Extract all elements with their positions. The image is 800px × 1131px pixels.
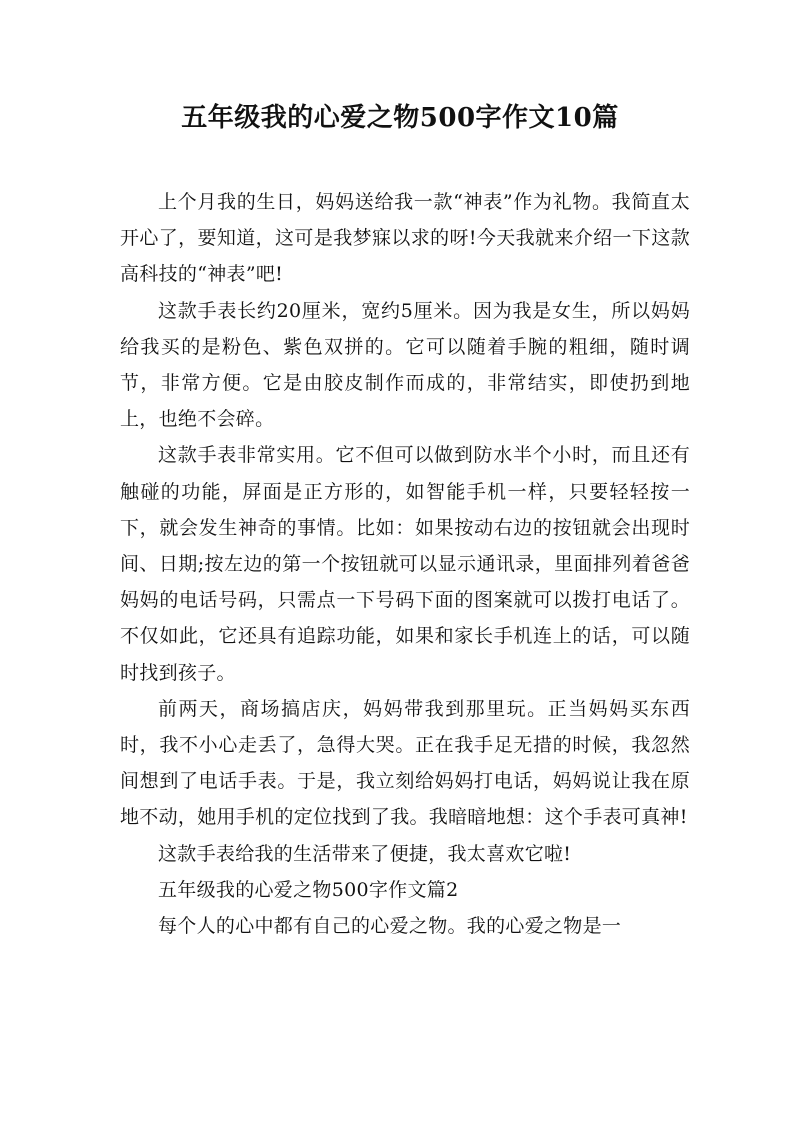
paragraph-5: 这款手表给我的生活带来了便捷，我太喜欢它啦!	[158, 842, 572, 865]
paragraph-2: 这款手表长约20厘米，宽约5厘米。因为我是女生，所以妈妈给我买的是粉色、紫色双拼的。它可以随着手腕的粗细，随时调节，非常方便。它是由胶皮制作而成的，非常结实，即使扔到地上，也绝不会碎。	[120, 299, 690, 431]
paragraph-4: 前两天，商场搞店庆，妈妈带我到那里玩。正当妈妈买东西时，我不小心走丢了，急得大哭。正在我手足无措的时候，我忽然间想到了电话手表。于是，我立刻给妈妈打电话，妈妈说让我在原地不动，她用手机的定位找到了我。我暗暗地想：这个手表可真神!	[120, 697, 690, 829]
paragraph-1: 上个月我的生日，妈妈送给我一款“神表”作为礼物。我简直太开心了，要知道，这可是我梦寐以求的呀!今天我就来介绍一下这款高科技的“神表”吧!	[120, 191, 690, 286]
section-heading: 五年级我的心爱之物500字作文篇2	[158, 878, 459, 901]
paragraph-6: 每个人的心中都有自己的心爱之物。我的心爱之物是一	[158, 915, 622, 938]
paragraph-3: 这款手表非常实用。它不但可以做到防水半个小时，而且还有触碰的功能，屏面是正方形的，如智能手机一样，只要轻轻按一下，就会发生神奇的事情。比如：如果按动右边的按钮就会出现时间、日期;按左边的第一个按钮就可以显示通讯录，里面排列着爸爸妈妈的电话号码，只需点一下号码下面的图案就可以拨打电话了。不仅如此，它还具有追踪功能，如果和家长手机连上的话，可以随时找到孩子。	[120, 444, 690, 684]
document-title: 五年级我的心爱之物500字作文10篇	[181, 103, 619, 133]
document-body	[120, 184, 690, 944]
